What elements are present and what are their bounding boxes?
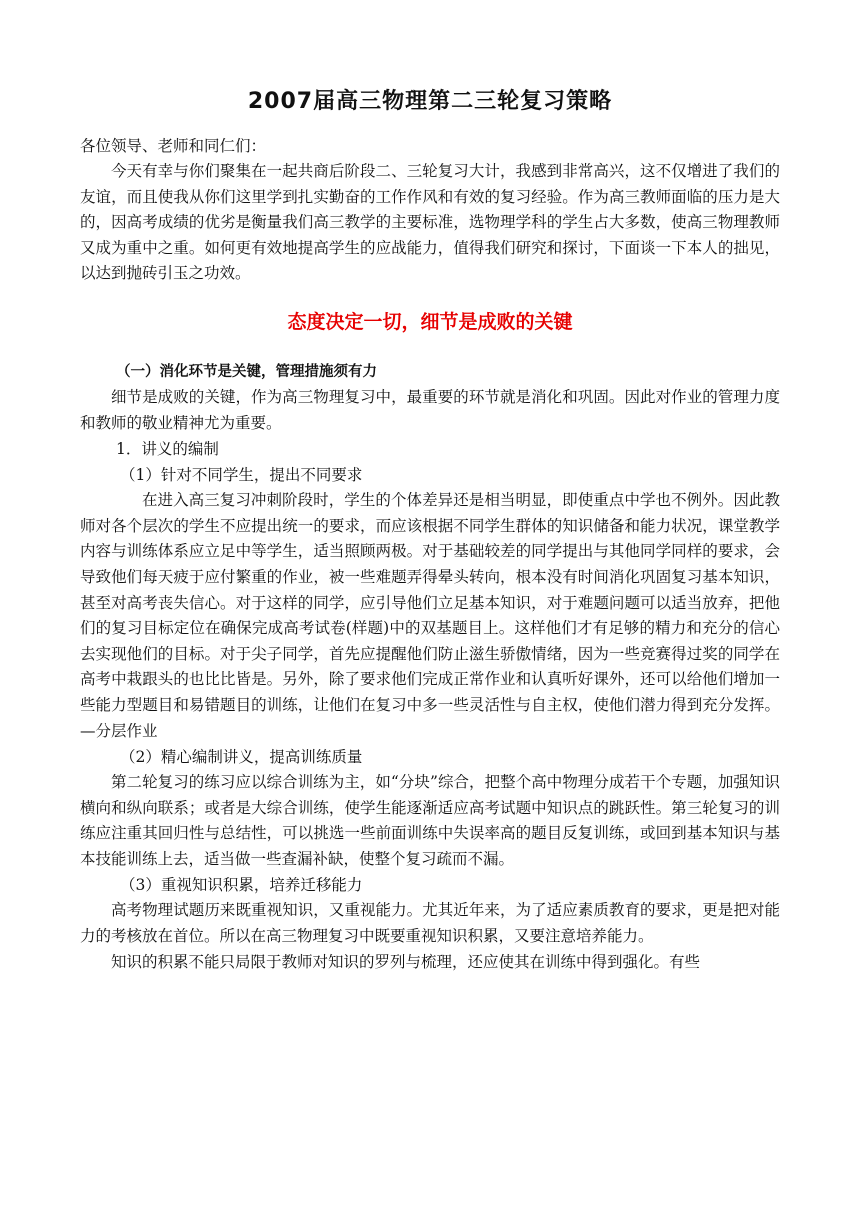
paragraph-5: 知识的积累不能只局限于教师对知识的罗列与梳理，还应使其在训练中得到强化。有些 [111, 952, 701, 971]
item-heading-1: 1．讲义的编制 [116, 440, 219, 459]
section-heading: 态度决定一切，细节是成败的关键 [287, 310, 573, 333]
paragraph-1: 细节是成败的关键，作为高三物理复习中，最重要的环节就是消化和巩固。因此对作业的管理力度和教师的敬业精神尤为重要。 [80, 387, 780, 432]
subitem-heading-3: （3）重视知识积累，培养迁移能力 [120, 876, 363, 895]
subitem-heading-1: （1）针对不同学生，提出不同要求 [120, 466, 363, 485]
document-title: 2007届高三物理第二三轮复习策略 [247, 89, 613, 114]
intro-paragraph: 今天有幸与你们聚集在一起共商后阶段二、三轮复习大计，我感到非常高兴，这不仅增进了我们的友谊，而且使我从你们这里学到扎实勤奋的工作作风和有效的复习经验。作为高三教师面临的压力是大的，因高考成绩的优劣是衡量我们高三教学的主要标准，选物理学科的学生占大多数，使高三物理教师又成为重中之重。如何更有效地提高学生的应战能力，值得我们研究和探讨，下面谈一下本人的拙见，以达到抛砖引玉之功效。 [80, 162, 780, 283]
paragraph-2: 在进入高三复习冲刺阶段时，学生的个体差异还是相当明显，即使重点中学也不例外。因此教师对各个层次的学生不应提出统一的要求，而应该根据不同学生群体的知识储备和能力状况，课堂教学内容与训练体系应立足中等学生，适当照顾两极。对于基础较差的同学提出与其他同学同样的要求，会导致他们每天疲于应付繁重的作业，被一些难题弄得晕头转向，根本没有时间消化巩固复习基本知识，甚至对高考丧失信心。对于这样的同学，应引导他们立足基本知识，对于难题问题可以适当放弃，把他们的复习目标定位在确保完成高考试卷(样题)中的双基题目上。这样他们才有足够的精力和充分的信心去实现他们的目标。对于尖子同学，首先应提醒他们防止滋生骄傲情绪，因为一些竞赛得过奖的同学在高考中栽跟头的也比比皆是。另外，除了要求他们完成正常作业和认真听好课外，还可以给他们增加一些能力型题目和易错题目的训练，让他们在复习中多一些灵活性与自主权，使他们潜力得到充分发挥。—分层作业 [80, 491, 780, 740]
greeting: 各位领导、老师和同仁们： [80, 137, 267, 155]
document-page [80, 84, 780, 975]
sub-heading-1: （一）消化环节是关键，管理措施须有力 [116, 363, 377, 380]
paragraph-4: 高考物理试题历来既重视知识，又重视能力。尤其近年来，为了适应素质教育的要求，更是把对能力的考核放在首位。所以在高三物理复习中既要重视知识积累，又要注意培养能力。 [80, 901, 780, 946]
paragraph-3: 第二轮复习的练习应以综合训练为主，如“分块”综合，把整个高中物理分成若干个专题，加强知识横向和纵向联系；或者是大综合训练，使学生能逐渐适应高考试题中知识点的跳跃性。第三轮复习的训练应注重其回归性与总结性，可以挑选一些前面训练中失误率高的题目反复训练，或回到基本知识与基本技能训练上去，适当做一些查漏补缺，使整个复习疏而不漏。 [80, 773, 780, 868]
subitem-heading-2: （2）精心编制讲义，提高训练质量 [120, 748, 363, 767]
